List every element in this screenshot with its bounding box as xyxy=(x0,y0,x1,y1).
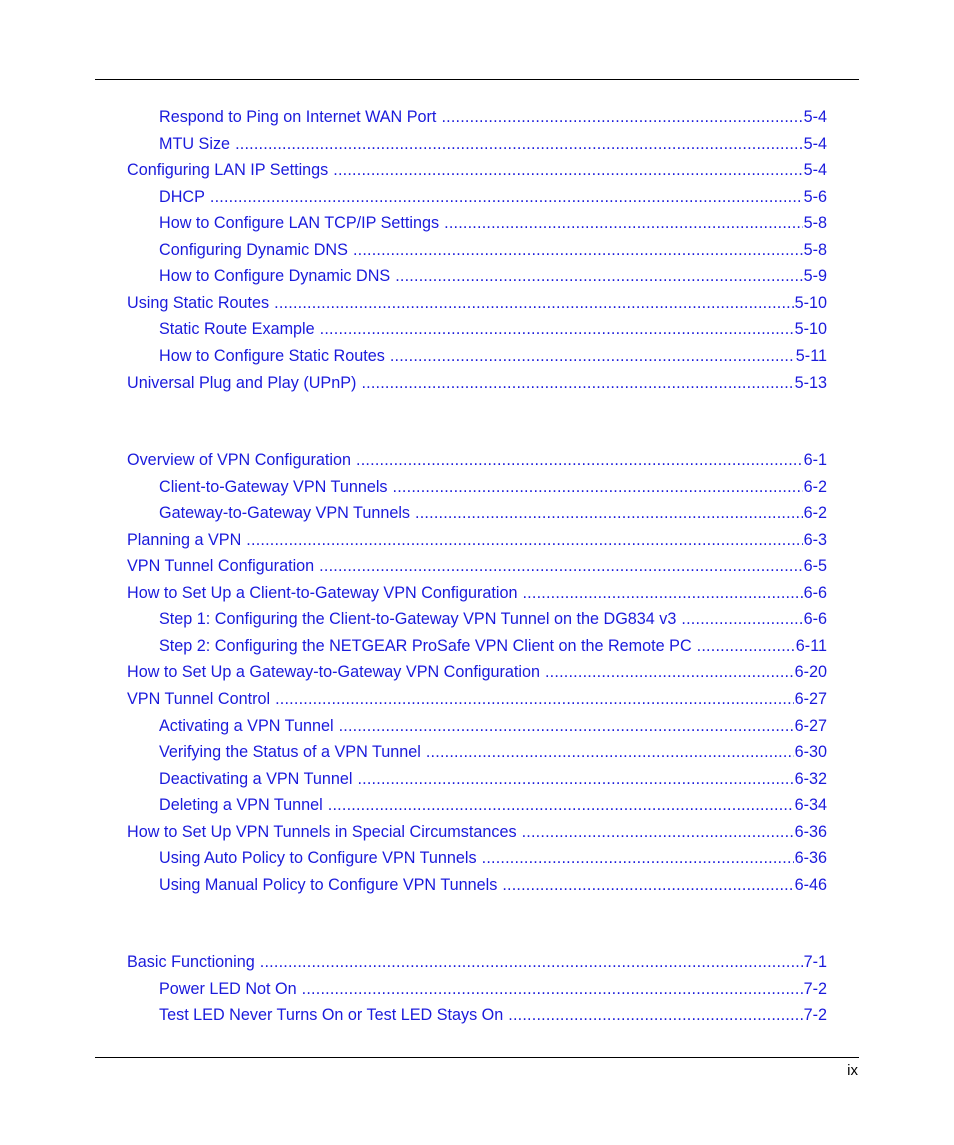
toc-entry-page: 5-6 xyxy=(803,187,827,206)
toc-entry-link[interactable] xyxy=(127,661,827,683)
toc-entry-page: 6-3 xyxy=(803,530,827,549)
toc-entry-page: 6-11 xyxy=(795,636,827,655)
toc-entry-link[interactable] xyxy=(159,1004,827,1026)
toc-entry-page: 6-30 xyxy=(794,743,827,761)
toc-entry-link[interactable] xyxy=(159,476,827,498)
toc-entry-title: Using Auto Policy to Configure VPN Tunnels xyxy=(159,849,477,868)
toc-entry-title: How to Configure LAN TCP/IP Settings xyxy=(159,214,440,233)
dot-leader xyxy=(319,555,802,577)
dot-leader xyxy=(393,476,803,498)
dot-leader xyxy=(302,978,803,1000)
dot-leader xyxy=(441,106,802,128)
toc-entry-page: 7-2 xyxy=(803,979,827,998)
toc-entry-page: 5-10 xyxy=(794,320,827,339)
toc-entry-title: Deactivating a VPN Tunnel xyxy=(159,769,353,788)
toc-entry-title: Universal Plug and Play (UPnP) xyxy=(127,373,357,392)
toc-entry-page: 6-1 xyxy=(803,451,827,469)
toc-entry-link[interactable] xyxy=(127,449,827,471)
dot-leader xyxy=(210,186,803,208)
toc-entry-link[interactable] xyxy=(159,318,827,340)
toc-entry-link[interactable] xyxy=(127,529,827,551)
toc-entry-link[interactable] xyxy=(127,951,827,973)
dot-leader xyxy=(274,292,793,314)
toc-entry-link[interactable] xyxy=(127,582,827,604)
toc-entry-title: Configuring LAN IP Settings xyxy=(127,161,329,180)
toc-entry-title: How to Configure Dynamic DNS xyxy=(159,267,391,286)
toc-entry-link[interactable] xyxy=(159,265,827,287)
dot-leader xyxy=(235,133,803,155)
toc-entry-link[interactable] xyxy=(159,239,827,261)
toc-entry-page: 5-8 xyxy=(803,240,827,259)
toc-entry-page: 7-1 xyxy=(803,953,827,971)
dot-leader xyxy=(395,265,802,287)
toc-entry-page: 6-36 xyxy=(794,849,827,868)
dot-leader xyxy=(356,449,803,471)
toc-entry-title: Gateway-to-Gateway VPN Tunnels xyxy=(159,504,411,523)
toc-entry-title: How to Configure Static Routes xyxy=(159,347,385,365)
dot-leader xyxy=(697,635,795,657)
dot-leader xyxy=(508,1004,802,1026)
dot-leader xyxy=(522,582,802,604)
toc-entry-link[interactable] xyxy=(127,372,827,394)
toc-entry-title: Overview of VPN Configuration xyxy=(127,451,352,469)
toc-entry-title: How to Set Up VPN Tunnels in Special Circumstances xyxy=(127,822,517,841)
toc-entry-title: Static Route Example xyxy=(159,320,315,339)
dot-leader xyxy=(357,768,793,790)
header-rule xyxy=(95,79,859,80)
toc-entry-title: Step 1: Configuring the Client-to-Gateway VPN Tunnel on the DG834 v3 xyxy=(159,610,677,629)
toc-entry-page: 7-2 xyxy=(803,1006,827,1025)
toc-entry-link[interactable] xyxy=(159,133,827,155)
toc-entry-link[interactable] xyxy=(159,715,827,737)
toc-entry-title: Test LED Never Turns On or Test LED Stays On xyxy=(159,1006,504,1025)
dot-leader xyxy=(275,688,794,710)
toc-entry-title: VPN Tunnel Configuration xyxy=(127,557,315,576)
toc-entry-link[interactable] xyxy=(159,635,827,657)
toc-entry-link[interactable] xyxy=(127,555,827,577)
dot-leader xyxy=(333,159,802,181)
toc-entry-title: Verifying the Status of a VPN Tunnel xyxy=(159,743,421,761)
toc-entry-link[interactable] xyxy=(159,794,827,816)
toc-entry-page: 5-9 xyxy=(803,267,827,286)
toc-entry-page: 6-34 xyxy=(794,796,827,815)
dot-leader xyxy=(361,372,793,394)
dot-leader xyxy=(681,608,802,630)
toc-entry-page: 6-27 xyxy=(794,716,827,735)
toc-entry-title: DHCP xyxy=(159,187,205,206)
toc-entry-title: Respond to Ping on Internet WAN Port xyxy=(159,108,437,126)
toc-entry-link[interactable] xyxy=(159,874,827,896)
toc-entry-page: 5-4 xyxy=(803,161,827,180)
toc-entry-title: How to Set Up a Client-to-Gateway VPN Configuration xyxy=(127,583,518,602)
dot-leader xyxy=(415,502,803,524)
toc-entry-page: 6-6 xyxy=(803,610,827,629)
toc-entry-title: VPN Tunnel Control xyxy=(127,690,271,708)
toc-entry-page: 6-20 xyxy=(794,663,827,682)
toc-entry-page: 6-2 xyxy=(803,504,827,523)
toc-entry-title: Basic Functioning xyxy=(127,953,255,971)
dot-leader xyxy=(545,661,794,683)
toc-entry-link[interactable] xyxy=(159,106,827,128)
toc-entry-title: Client-to-Gateway VPN Tunnels xyxy=(159,477,388,496)
dot-leader xyxy=(444,212,802,234)
toc-entry-page: 6-5 xyxy=(803,557,827,576)
toc-entry-page: 6-27 xyxy=(794,690,827,708)
dot-leader xyxy=(426,741,794,763)
toc-entry-page: 6-2 xyxy=(803,477,827,496)
toc-entry-title: Planning a VPN xyxy=(127,530,242,549)
toc-entry-link[interactable] xyxy=(159,768,827,790)
toc-entry-link[interactable] xyxy=(159,741,827,763)
toc-entry-title: MTU Size xyxy=(159,134,231,153)
dot-leader xyxy=(353,239,803,261)
toc-entry-page: 5-4 xyxy=(803,108,827,126)
toc-entry-link[interactable] xyxy=(159,847,827,869)
toc-entry-link[interactable] xyxy=(159,608,827,630)
toc-entry-title: Power LED Not On xyxy=(159,979,297,998)
toc-entry-page: 5-4 xyxy=(803,134,827,153)
toc-entry-page: 5-8 xyxy=(803,214,827,233)
dot-leader xyxy=(328,794,794,816)
toc-entry-link[interactable] xyxy=(127,688,827,710)
toc-entry-link[interactable] xyxy=(159,345,827,367)
toc-entry-title: Deleting a VPN Tunnel xyxy=(159,796,323,815)
dot-leader xyxy=(522,821,794,843)
dot-leader xyxy=(502,874,793,896)
toc-entry-page: 5-11 xyxy=(795,347,827,365)
toc-entry-page: 6-6 xyxy=(803,583,827,602)
toc-entry-title: Configuring Dynamic DNS xyxy=(159,240,348,259)
toc-entry-link[interactable] xyxy=(127,292,827,314)
toc-entry-title: Step 2: Configuring the NETGEAR ProSafe VPN Client on the Remote PC xyxy=(159,636,692,655)
dot-leader xyxy=(246,529,802,551)
toc-entry-page: 5-10 xyxy=(794,293,827,312)
dot-leader xyxy=(339,715,794,737)
page-number: ix xyxy=(847,1062,858,1079)
dot-leader xyxy=(260,951,803,973)
toc-entry-link[interactable] xyxy=(127,821,827,843)
toc-entry-link[interactable] xyxy=(159,502,827,524)
toc-entry-title: Using Manual Policy to Configure VPN Tunnels xyxy=(159,875,498,894)
toc-entry-link[interactable] xyxy=(159,978,827,1000)
toc-entry-page: 6-46 xyxy=(794,875,827,894)
dot-leader xyxy=(320,318,794,340)
toc-entry-page: 6-36 xyxy=(794,822,827,841)
toc-entry-title: Using Static Routes xyxy=(127,293,270,312)
toc-entry-link[interactable] xyxy=(127,159,827,181)
toc-entry-link[interactable] xyxy=(159,186,827,208)
toc-entry-page: 6-32 xyxy=(794,769,827,788)
toc-entry-title: Activating a VPN Tunnel xyxy=(159,716,334,735)
footer-rule xyxy=(95,1057,859,1058)
toc-entry-title: How to Set Up a Gateway-to-Gateway VPN Configuration xyxy=(127,663,540,682)
toc-entry-page: 5-13 xyxy=(794,373,827,392)
dot-leader xyxy=(390,345,795,367)
toc-entry-link[interactable] xyxy=(159,212,827,234)
dot-leader xyxy=(482,847,794,869)
